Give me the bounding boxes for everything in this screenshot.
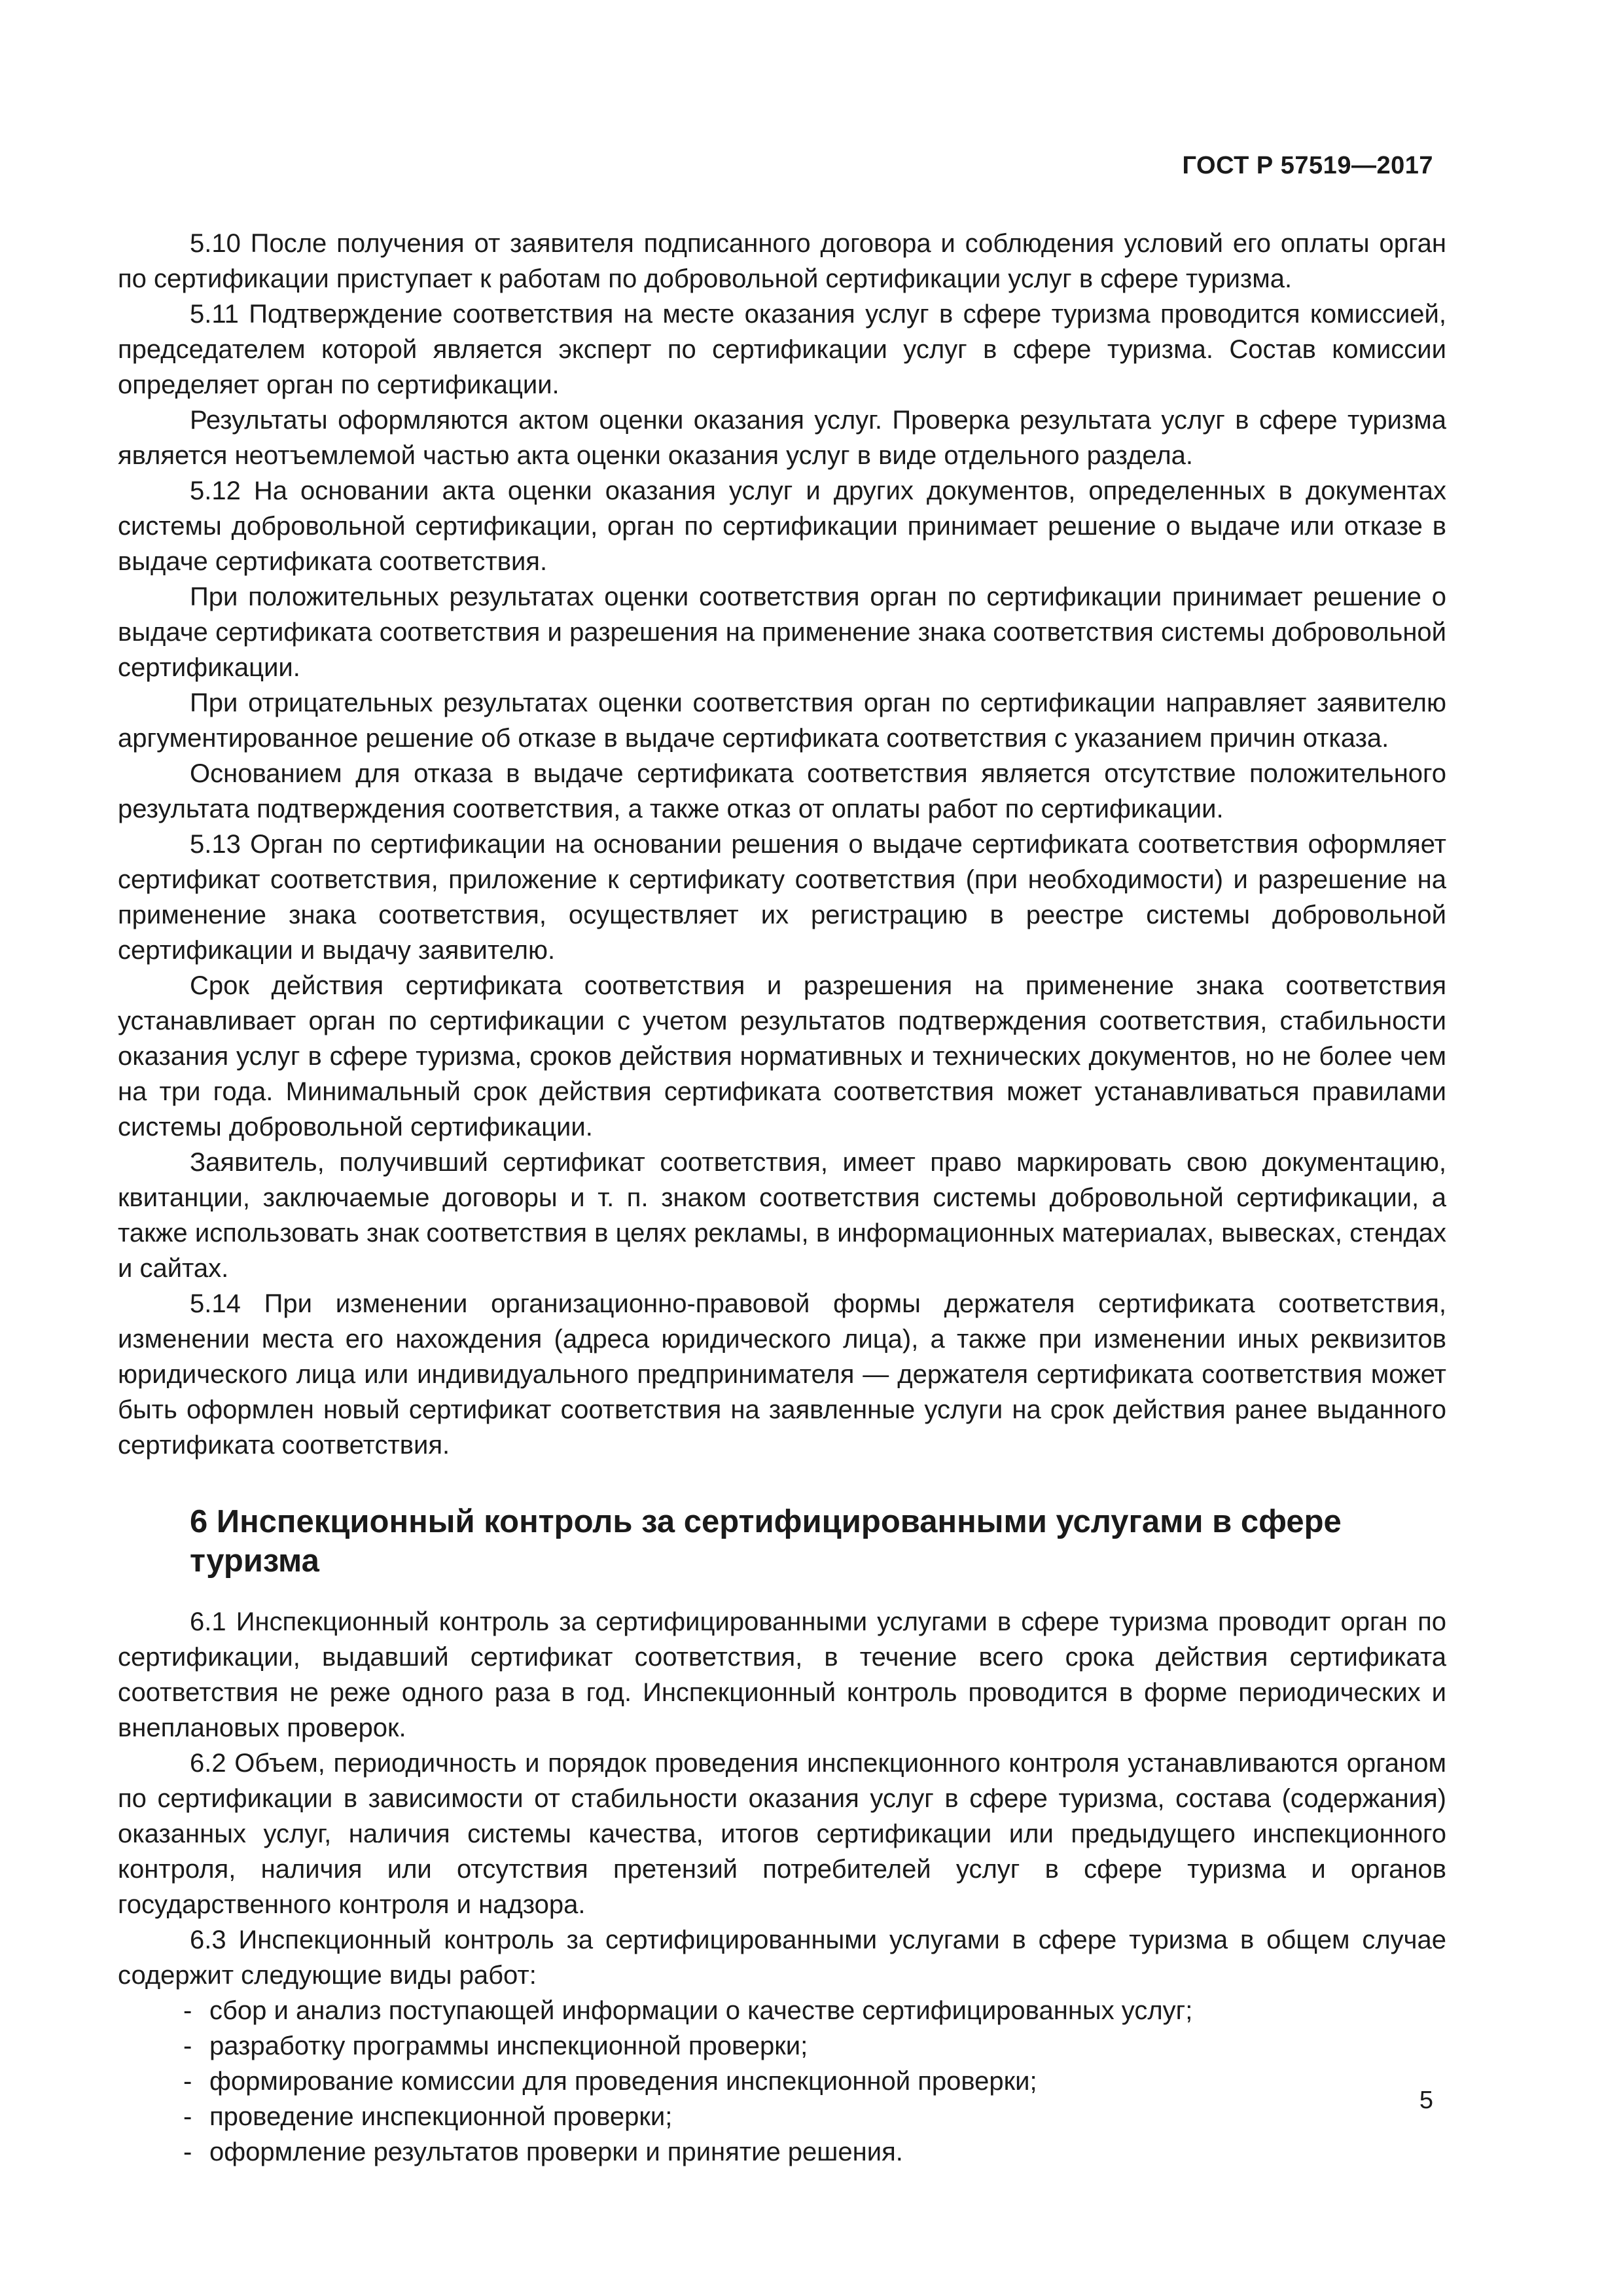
list-item — [183, 2099, 1446, 2134]
list-item-text: разработку программы инспекционной проверки; — [209, 2032, 808, 2060]
paragraph-5-10: 5.10 После получения от заявителя подписанного договора и соблюдения условий его оплаты орган по сертификации приступает к работам по добровольной сертификации услуг в сфере туризма. — [118, 229, 1446, 293]
paragraph-5-11: 5.11 Подтверждение соответствия на месте оказания услуг в сфере туризма проводится комиссией, председателем которой является эксперт по сертификации услуг в сфере туризма. Состав комиссии определяет орган по сертификации. — [118, 300, 1446, 399]
list-item — [183, 2028, 1446, 2064]
paragraph-6-2: 6.2 Объем, периодичность и порядок проведения инспекционного контроля устанавливаются органом по сертификации в зависимости от стабильности оказания услуг в сфере туризма, состава (содержания) оказанных услуг, наличия системы качества, итогов сертификации или предыдущего инспекционного контроля, наличия или отсутствия претензий потребителей услуг в сфере туризма и органов государственного контроля и надзора. — [118, 1749, 1446, 1919]
list-dash: - — [183, 1996, 192, 2025]
paragraph-6-1: 6.1 Инспекционный контроль за сертифицированными услугами в сфере туризма проводит орган по сертификации, выдавший сертификат соответствия, в течение всего срока действия сертификата соответствия не реже одного раза в год. Инспекционный контроль проводится в форме периодических и внеплановых проверок. — [118, 1607, 1446, 1742]
document-code: ГОСТ Р 57519—2017 — [1182, 152, 1433, 179]
paragraph-5-12: 5.12 На основании акта оценки оказания услуг и других документов, определенных в документах системы добровольной сертификации, орган по сертификации принимает решение о выдаче или отказе в выдаче сертификата соответствия. — [118, 476, 1446, 576]
work-types-list — [118, 1993, 1446, 2170]
paragraph-5-13: 5.13 Орган по сертификации на основании решения о выдаче сертификата соответствия оформляет сертификат соответствия, приложение к сертификату соответствия (при необходимости) и разрешение на применение знака соответствия, осуществляет их регистрацию в реестре системы добровольной сертификации и выдачу заявителю. — [118, 830, 1446, 965]
paragraph-5-11-results: Результаты оформляются актом оценки оказания услуг. Проверка результата услуг в сфере туризма является неотъемлемой частью акта оценки оказания услуг в виде отдельного раздела. — [118, 406, 1446, 470]
paragraph-6-3: 6.3 Инспекционный контроль за сертифицированными услугами в сфере туризма в общем случае содержит следующие виды работ: — [118, 1926, 1446, 1990]
paragraph-5-13-validity: Срок действия сертификата соответствия и разрешения на применение знака соответствия устанавливает орган по сертификации с учетом результатов подтверждения соответствия, стабильности оказания услуг в сфере туризма, сроков действия нормативных и технических документов, но не более чем на три года. Минимальный срок действия сертификата соответствия может устанавливаться правилами системы добровольной сертификации. — [118, 971, 1446, 1141]
list-dash: - — [183, 2138, 192, 2166]
list-item-text: формирование комиссии для проведения инспекционной проверки; — [209, 2067, 1037, 2096]
paragraph-5-12-refusal-basis: Основанием для отказа в выдаче сертификата соответствия является отсутствие положительного результата подтверждения соответствия, а также отказ от оплаты работ по сертификации. — [118, 759, 1446, 823]
list-item — [183, 1993, 1446, 2028]
paragraph-5-13-marking: Заявитель, получивший сертификат соответствия, имеет право маркировать свою документацию, квитанции, заключаемые договоры и т. п. знаком соответствия системы добровольной сертификации, а также использовать знак соответствия в целях рекламы, в информационных материалах, вывесках, стендах и сайтах. — [118, 1148, 1446, 1283]
list-item-text: проведение инспекционной проверки; — [209, 2102, 673, 2131]
list-dash: - — [183, 2067, 192, 2096]
paragraph-5-12-positive: При положительных результатах оценки соответствия орган по сертификации принимает решение о выдаче сертификата соответствия и разрешения на применение знака соответствия системы добровольной сертификации. — [118, 583, 1446, 682]
list-item — [183, 2134, 1446, 2170]
paragraph-5-14: 5.14 При изменении организационно-правовой формы держателя сертификата соответствия, изменении места его нахождения (адреса юридического лица), а также при изменении иных реквизитов юридического лица или индивидуального предпринимателя — держателя сертификата соответствия может быть оформлен новый сертификат соответствия на заявленные услуги на срок действия ранее выданного сертификата соответствия. — [118, 1289, 1446, 1460]
section-6-heading: 6 Инспекционный контроль за сертифицированными услугами в сфере туризма — [190, 1504, 1342, 1579]
list-dash: - — [183, 2102, 192, 2131]
list-item-text: сбор и анализ поступающей информации о качестве сертифицированных услуг; — [209, 1996, 1193, 2025]
paragraph-5-12-negative: При отрицательных результатах оценки соответствия орган по сертификации направляет заявителю аргументированное решение об отказе в выдаче сертификата соответствия с указанием причин отказа. — [118, 689, 1446, 753]
list-item-text: оформление результатов проверки и принятие решения. — [209, 2138, 903, 2166]
page-content — [118, 226, 1446, 2170]
list-dash: - — [183, 2032, 192, 2060]
list-item — [183, 2064, 1446, 2099]
page-number: 5 — [1419, 2087, 1433, 2114]
